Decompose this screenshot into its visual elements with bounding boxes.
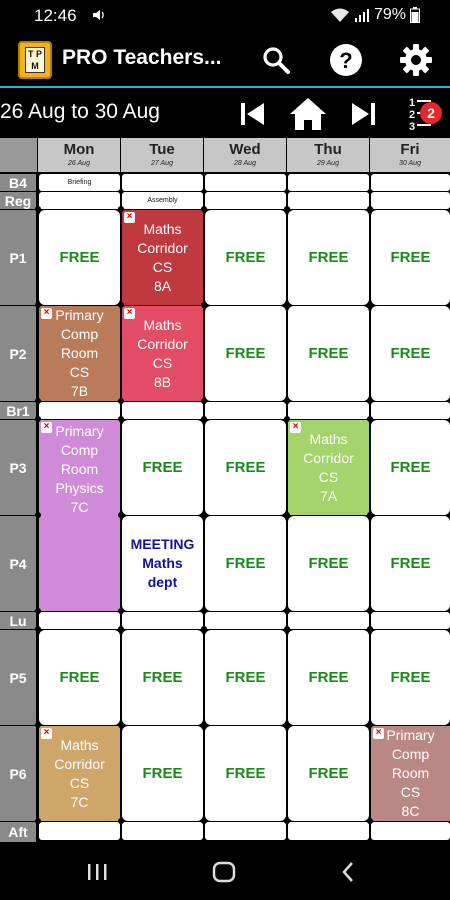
remove-lesson-icon[interactable]: × bbox=[124, 308, 135, 319]
period-label-reg: Reg bbox=[0, 192, 36, 209]
period-label-p1: P1 bbox=[0, 210, 36, 305]
cell-reg-tue[interactable] bbox=[122, 192, 203, 209]
grid-joint bbox=[367, 722, 373, 728]
free-label: FREE bbox=[225, 555, 266, 572]
free-label: FREE bbox=[225, 249, 266, 266]
day-header-mon[interactable] bbox=[38, 138, 120, 172]
period-label-p3: P3 bbox=[0, 420, 36, 515]
grid-joint bbox=[118, 626, 124, 632]
settings-button[interactable] bbox=[396, 40, 436, 80]
grid-joint bbox=[35, 512, 41, 518]
cell-reg-thu[interactable] bbox=[288, 192, 369, 209]
lesson-class: 7C bbox=[70, 499, 89, 515]
wifi-icon bbox=[330, 7, 350, 23]
app-logo-icon: T P M bbox=[18, 41, 52, 79]
cell-lu-thu[interactable] bbox=[288, 612, 369, 629]
day-header-wed[interactable] bbox=[204, 138, 286, 172]
lesson-room: Primary Comp Room bbox=[55, 307, 104, 361]
grid-joint bbox=[367, 818, 373, 824]
day-name: Thu bbox=[314, 141, 342, 158]
cell-p2-fri[interactable] bbox=[371, 306, 450, 401]
remove-lesson-icon[interactable]: × bbox=[41, 422, 52, 433]
period-label-br1: Br1 bbox=[0, 402, 36, 419]
battery-icon bbox=[410, 7, 420, 23]
system-navigation-bar bbox=[0, 842, 450, 900]
cell-p2-mon[interactable] bbox=[39, 306, 120, 401]
cell-p2-tue[interactable] bbox=[122, 306, 203, 401]
cell-b4-tue[interactable] bbox=[122, 174, 203, 191]
cell-b4-mon[interactable] bbox=[39, 174, 120, 191]
lesson-subject: CS bbox=[152, 258, 173, 275]
lesson-room: Maths Corridor bbox=[54, 736, 105, 772]
cell-br1-tue[interactable] bbox=[122, 402, 203, 419]
grid-joint bbox=[284, 626, 290, 632]
free-label: FREE bbox=[59, 249, 100, 266]
day-name: Fri bbox=[400, 141, 420, 158]
cell-p1-mon[interactable] bbox=[39, 210, 120, 305]
remove-lesson-icon[interactable]: × bbox=[124, 212, 135, 223]
grid-joint bbox=[201, 416, 207, 422]
free-label: FREE bbox=[390, 459, 431, 476]
day-header-fri[interactable] bbox=[370, 138, 450, 172]
grid-corner bbox=[0, 138, 37, 172]
cell-p4-tue[interactable] bbox=[122, 516, 203, 611]
cell-aft-mon[interactable] bbox=[39, 822, 120, 840]
grid-joint bbox=[367, 512, 373, 518]
grid-joint bbox=[201, 626, 207, 632]
grid-joint bbox=[284, 512, 290, 518]
cell-aft-wed[interactable] bbox=[205, 822, 286, 840]
remove-lesson-icon[interactable]: × bbox=[290, 422, 301, 433]
grid-joint bbox=[35, 302, 41, 308]
search-icon bbox=[261, 45, 291, 75]
grid-joint bbox=[367, 206, 373, 212]
remove-lesson-icon[interactable]: × bbox=[41, 308, 52, 319]
grid-joint bbox=[118, 416, 124, 422]
free-label: FREE bbox=[308, 249, 349, 266]
cell-p6-tue[interactable] bbox=[122, 726, 203, 821]
cell-p5-mon[interactable] bbox=[39, 630, 120, 725]
lesson-class: 7A bbox=[319, 487, 338, 504]
cell-p5-wed[interactable] bbox=[205, 630, 286, 725]
free-label: FREE bbox=[225, 669, 266, 686]
svg-text:3: 3 bbox=[409, 121, 416, 133]
back-icon[interactable] bbox=[340, 861, 356, 883]
cell-text: Assembly bbox=[147, 197, 178, 204]
free-label: FREE bbox=[308, 765, 349, 782]
day-date: 27 Aug bbox=[151, 160, 173, 167]
grid-joint bbox=[35, 398, 41, 404]
period-label-b4: B4 bbox=[0, 174, 36, 191]
free-label: FREE bbox=[308, 345, 349, 362]
grid-joint bbox=[118, 206, 124, 212]
grid-joint bbox=[367, 302, 373, 308]
cell-reg-mon[interactable] bbox=[39, 192, 120, 209]
grid-joint bbox=[201, 608, 207, 614]
lesson-room: Maths Corridor bbox=[137, 316, 188, 352]
period-label-p4: P4 bbox=[0, 516, 36, 611]
cell-p6-fri[interactable] bbox=[371, 726, 450, 821]
app-bar bbox=[0, 32, 450, 88]
home-button[interactable] bbox=[288, 94, 328, 134]
next-week-button[interactable] bbox=[344, 94, 384, 134]
lesson-subject: CS bbox=[69, 364, 90, 380]
home-nav-icon[interactable] bbox=[212, 861, 236, 883]
grid-joint bbox=[118, 608, 124, 614]
cell-p1-thu[interactable] bbox=[288, 210, 369, 305]
free-label: FREE bbox=[142, 765, 183, 782]
free-label: FREE bbox=[308, 555, 349, 572]
grid-joint bbox=[35, 818, 41, 824]
grid-joint bbox=[367, 608, 373, 614]
lesson-class: 8A bbox=[153, 277, 172, 294]
help-icon bbox=[329, 43, 363, 77]
day-date: 28 Aug bbox=[234, 160, 256, 167]
cell-text: Briefing bbox=[67, 179, 92, 186]
app-title: PRO Teachers... bbox=[62, 46, 222, 69]
cell-p5-thu[interactable] bbox=[288, 630, 369, 725]
cell-br1-thu[interactable] bbox=[288, 402, 369, 419]
svg-text:2: 2 bbox=[409, 109, 416, 121]
cell-lu-mon[interactable] bbox=[39, 612, 120, 629]
lesson-room: Primary Comp Room bbox=[55, 423, 104, 477]
period-label-lu: Lu bbox=[0, 612, 36, 629]
status-bar bbox=[0, 0, 450, 32]
remove-lesson-icon[interactable]: × bbox=[41, 728, 52, 739]
skip-previous-icon bbox=[238, 100, 266, 128]
grid-joint bbox=[118, 818, 124, 824]
period-label-p5: P5 bbox=[0, 630, 36, 725]
grid-joint bbox=[284, 608, 290, 614]
cell-p3-fri[interactable] bbox=[371, 420, 450, 515]
cell-br1-fri[interactable] bbox=[371, 402, 450, 419]
grid-joint bbox=[118, 398, 124, 404]
period-label-p6: P6 bbox=[0, 726, 36, 821]
grid-joint bbox=[201, 206, 207, 212]
free-label: FREE bbox=[225, 345, 266, 362]
meeting-dept: Maths bbox=[142, 555, 183, 571]
grid-joint bbox=[35, 722, 41, 728]
svg-text:?: ? bbox=[339, 48, 353, 73]
cell-b4-fri[interactable] bbox=[371, 174, 450, 191]
free-label: FREE bbox=[308, 669, 349, 686]
cell-p3-p4-mon[interactable] bbox=[39, 420, 120, 611]
cell-lu-tue[interactable] bbox=[122, 612, 203, 629]
day-name: Wed bbox=[229, 141, 261, 158]
timetable-grid bbox=[0, 138, 450, 842]
gear-icon bbox=[399, 43, 433, 77]
cell-aft-fri[interactable] bbox=[371, 822, 450, 840]
cell-p1-fri[interactable] bbox=[371, 210, 450, 305]
help-button[interactable] bbox=[326, 40, 366, 80]
notification-badge: 2 bbox=[420, 102, 442, 124]
lesson-subject: CS bbox=[400, 784, 421, 800]
free-label: FREE bbox=[225, 765, 266, 782]
grid-joint bbox=[35, 416, 41, 422]
meeting-title: MEETING bbox=[130, 536, 195, 552]
free-label: FREE bbox=[390, 555, 431, 572]
cell-b4-thu[interactable] bbox=[288, 174, 369, 191]
period-label-aft: Aft bbox=[0, 822, 36, 842]
lesson-room: Maths Corridor bbox=[303, 430, 354, 466]
cell-p2-thu[interactable] bbox=[288, 306, 369, 401]
sound-icon bbox=[92, 8, 106, 22]
free-label: FREE bbox=[390, 249, 431, 266]
day-name: Mon bbox=[63, 141, 95, 158]
skip-next-icon bbox=[350, 100, 378, 128]
free-label: FREE bbox=[59, 669, 100, 686]
cell-p1-wed[interactable] bbox=[205, 210, 286, 305]
free-label: FREE bbox=[225, 459, 266, 476]
cell-p4-wed[interactable] bbox=[205, 516, 286, 611]
week-navigation bbox=[0, 90, 450, 138]
cell-p3-tue[interactable] bbox=[122, 420, 203, 515]
cell-lu-fri[interactable] bbox=[371, 612, 450, 629]
cell-p6-thu[interactable] bbox=[288, 726, 369, 821]
grid-joint bbox=[201, 398, 207, 404]
cell-p5-tue[interactable] bbox=[122, 630, 203, 725]
status-right bbox=[330, 6, 420, 24]
grid-joint bbox=[118, 302, 124, 308]
svg-text:1: 1 bbox=[409, 97, 416, 109]
day-date: 29 Aug bbox=[317, 160, 339, 167]
grid-joint bbox=[201, 818, 207, 824]
free-label: FREE bbox=[142, 669, 183, 686]
cell-br1-wed[interactable] bbox=[205, 402, 286, 419]
cell-p3-thu[interactable] bbox=[288, 420, 369, 515]
free-label: FREE bbox=[390, 669, 431, 686]
cell-reg-wed[interactable] bbox=[205, 192, 286, 209]
cell-aft-tue[interactable] bbox=[122, 822, 203, 840]
cell-aft-thu[interactable] bbox=[288, 822, 369, 840]
cell-b4-wed[interactable] bbox=[205, 174, 286, 191]
grid-joint bbox=[284, 722, 290, 728]
lesson-room: Maths Corridor bbox=[137, 220, 188, 256]
grid-joint bbox=[367, 626, 373, 632]
cell-p4-fri[interactable] bbox=[371, 516, 450, 611]
day-date: 30 Aug bbox=[399, 160, 421, 167]
cell-p6-mon[interactable] bbox=[39, 726, 120, 821]
grid-joint bbox=[284, 818, 290, 824]
grid-joint bbox=[35, 206, 41, 212]
grid-joint bbox=[367, 398, 373, 404]
signal-icon bbox=[354, 7, 370, 23]
lesson-class: 7C bbox=[70, 793, 89, 810]
free-label: FREE bbox=[142, 459, 183, 476]
grid-joint bbox=[118, 512, 124, 518]
cell-reg-fri[interactable] bbox=[371, 192, 450, 209]
grid-joint bbox=[367, 416, 373, 422]
previous-week-button[interactable] bbox=[232, 94, 272, 134]
status-time: 12:46 bbox=[34, 6, 77, 25]
recent-apps-icon[interactable] bbox=[86, 862, 108, 882]
day-date: 26 Aug bbox=[68, 160, 90, 167]
grid-joint bbox=[35, 626, 41, 632]
day-header-tue[interactable] bbox=[121, 138, 203, 172]
cell-br1-mon[interactable] bbox=[39, 402, 120, 419]
week-range: 26 Aug to 30 Aug bbox=[0, 100, 160, 123]
battery-percent: 79% bbox=[373, 6, 406, 23]
lesson-room: Primary Comp Room bbox=[386, 727, 435, 781]
search-button[interactable] bbox=[256, 40, 296, 80]
grid-joint bbox=[35, 608, 41, 614]
lesson-class: 7B bbox=[70, 383, 89, 399]
cell-p5-fri[interactable] bbox=[371, 630, 450, 725]
lesson-subject: CS bbox=[318, 468, 339, 485]
meeting-dept-suffix: dept bbox=[147, 574, 178, 590]
grid-joint bbox=[284, 302, 290, 308]
grid-joint bbox=[201, 302, 207, 308]
grid-joint bbox=[284, 416, 290, 422]
lesson-subject: CS bbox=[69, 774, 90, 791]
grid-joint bbox=[201, 722, 207, 728]
cell-p3-wed[interactable] bbox=[205, 420, 286, 515]
period-label-p2: P2 bbox=[0, 306, 36, 401]
cell-p1-tue[interactable] bbox=[122, 210, 203, 305]
lesson-subject: Physics bbox=[55, 480, 104, 496]
cell-p6-wed[interactable] bbox=[205, 726, 286, 821]
lesson-class: 8B bbox=[153, 373, 172, 390]
day-header-thu[interactable] bbox=[287, 138, 369, 172]
cell-p2-wed[interactable] bbox=[205, 306, 286, 401]
grid-joint bbox=[284, 206, 290, 212]
cell-lu-wed[interactable] bbox=[205, 612, 286, 629]
grid-joint bbox=[284, 398, 290, 404]
lesson-class: 8C bbox=[401, 803, 420, 819]
remove-lesson-icon[interactable]: × bbox=[373, 728, 384, 739]
day-name: Tue bbox=[149, 141, 175, 158]
grid-joint bbox=[201, 512, 207, 518]
home-icon bbox=[288, 96, 328, 132]
free-label: FREE bbox=[390, 345, 431, 362]
cell-p4-thu[interactable] bbox=[288, 516, 369, 611]
grid-joint bbox=[118, 722, 124, 728]
lesson-subject: CS bbox=[152, 354, 173, 371]
